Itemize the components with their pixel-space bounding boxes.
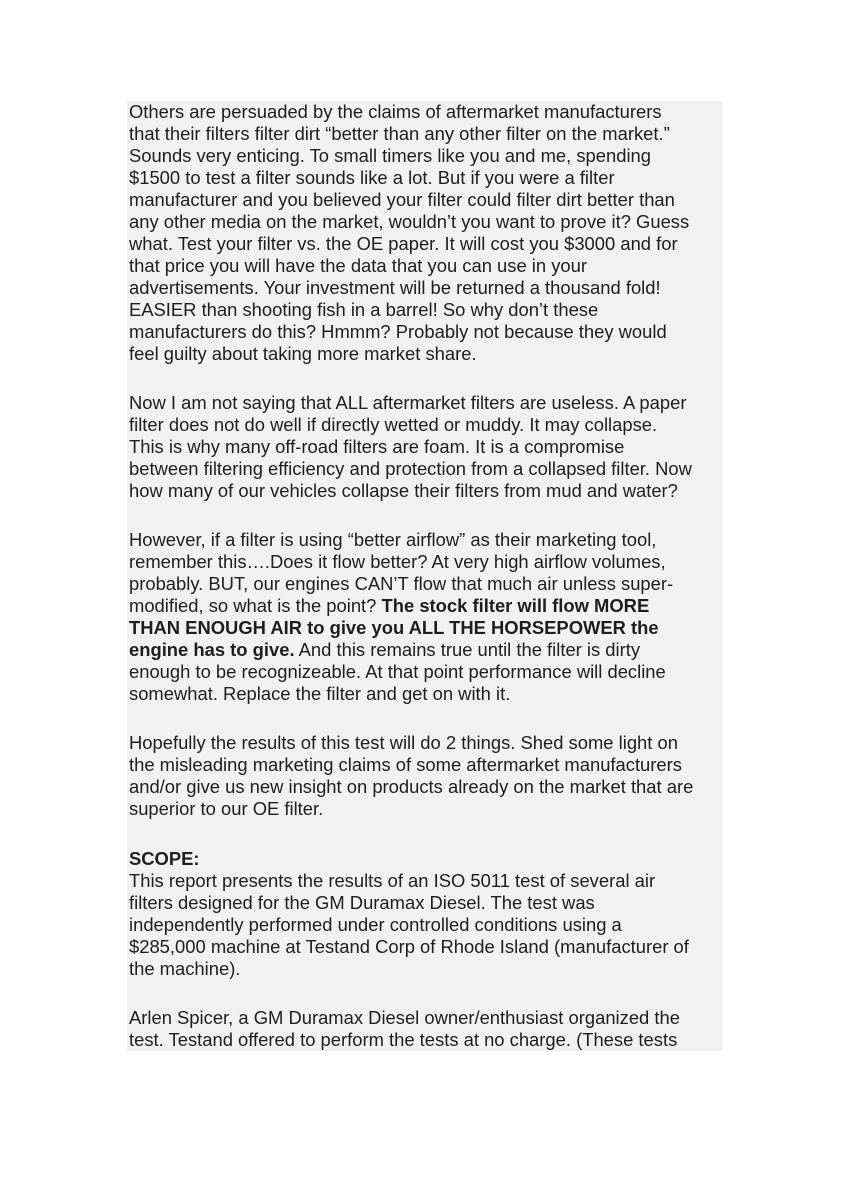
paragraph-aftermarket-claims: Others are persuaded by the claims of aftermarket manufacturers that their filters filter dirt “better than any other filter on the market.” Sounds very enticing. To small timers like you and me, spending $1500 to test a filter sounds like a lot. But if you were a filter manufacturer and you believed your filter could filter dirt better than any other media on the market, wouldn’t you want to prove it? Guess what. Test your filter vs. the OE paper. It will cost you $3000 and for that price you will have the data that you can use in your advertisements. Your investment will be returned a thousand fold! EASIER than shooting fish in a barrel! So why don’t these manufacturers do this? Hmmm? Probably not because they would feel guilty about taking more market share. xyxy=(127,101,723,365)
paragraph-paper-vs-foam: Now I am not saying that ALL aftermarket filters are useless. A paper filter does not do well if directly wetted or muddy. It may collapse. This is why many off-road filters are foam. It is a compromise between filtering efficiency and protection from a collapsed filter. Now how many of our vehicles collapse their filters from mud and water? xyxy=(127,392,723,502)
paragraph-spacer xyxy=(127,980,723,1007)
paragraph-spacer xyxy=(127,502,723,529)
airflow-text-part1: However, if a filter is using “better airflow” as their marketing tool, remember this….Does it flow better? At very high airflow volumes, probably. BUT, our engines CAN’T flow that much air unless super- modified, so what is the point? xyxy=(129,529,674,616)
airflow-bold-statement: The stock filter will flow MORE THAN ENOUGH AIR to give you ALL THE HORSEPOWER the engine has to give. xyxy=(129,595,659,660)
paragraph-organizer: Arlen Spicer, a GM Duramax Diesel owner/enthusiast organized the test. Testand offered to perform the tests at no charge. (These tests xyxy=(127,1007,723,1051)
paragraph-spacer xyxy=(127,705,723,732)
paragraph-scope: This report presents the results of an ISO 5011 test of several air filters designed for the GM Duramax Diesel. The test was independently performed under controlled conditions using a $285,000 machine at Testand Corp of Rhode Island (manufacturer of the machine). xyxy=(127,870,723,980)
scope-heading: SCOPE: xyxy=(127,848,723,870)
paragraph-spacer xyxy=(127,365,723,392)
paragraph-airflow xyxy=(127,529,723,705)
airflow-text-part2: And this remains true until the filter is dirty enough to be recognizeable. At that point performance will decline somewhat. Replace the filter and get on with it. xyxy=(129,639,666,704)
document-body xyxy=(127,101,723,1051)
paragraph-spacer xyxy=(127,820,723,848)
paragraph-test-goals: Hopefully the results of this test will do 2 things. Shed some light on the misleading marketing claims of some aftermarket manufacturers and/or give us new insight on products already on the market that are superior to our OE filter. xyxy=(127,732,723,820)
